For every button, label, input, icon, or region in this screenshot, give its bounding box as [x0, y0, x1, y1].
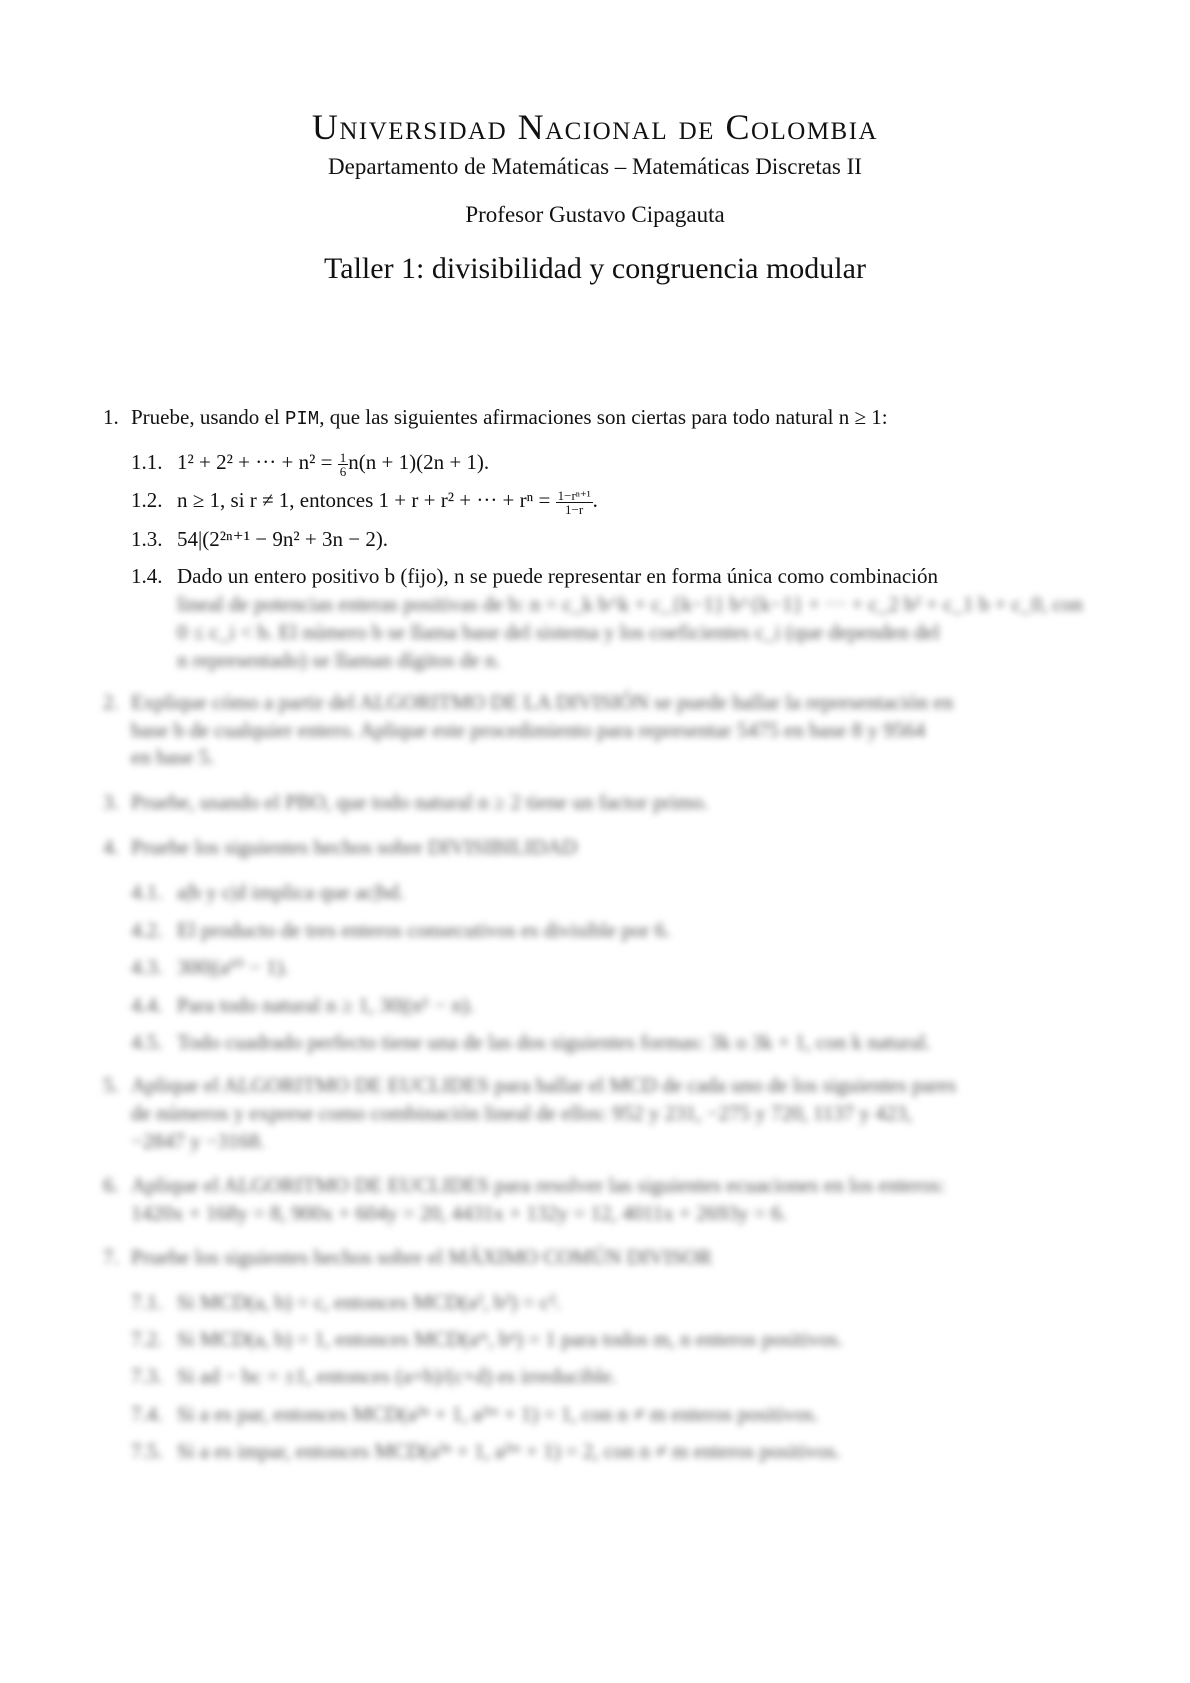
item-number: 7.5.	[131, 1439, 163, 1463]
blurred-line: lineal de potencias enteras positivas de b: n = c_k b^k + c_{k−1} b^{k−1} + ··· + c_2 b² + c_1 b + c_0, con	[177, 592, 1083, 616]
fraction	[338, 451, 349, 478]
problem-3-text: Pruebe, usando el PBO, que todo natural n ≥ 2 tiene un factor primo.	[131, 790, 709, 814]
item-number: 4.5.	[131, 1030, 163, 1054]
blurred-line: n representado) se llaman dígitos de n.	[177, 648, 501, 672]
item-number: 4.1.	[131, 880, 163, 904]
item-text: 300|(a¹⁰ − 1).	[177, 955, 289, 979]
problem-5-text: de números y exprese como combinación lineal de ellos: 952 y 231, −275 y 720, 1137 y 423,	[131, 1101, 912, 1125]
problem-2-text: base b de cualquier entero. Aplique este procedimiento para representar 5475 en base 8 y 9564	[131, 718, 926, 742]
item-text: Si ad − bc = ±1, entonces (a+b)/(c+d) es irreducible.	[177, 1364, 617, 1388]
item-1-2-text	[177, 488, 598, 516]
problem-2-text: en base 5.	[131, 745, 215, 769]
problem-6-text: Aplique el ALGORITMO DE EUCLIDES para resolver las siguientes ecuaciones en los enteros:	[131, 1173, 946, 1197]
problem-1-text	[131, 405, 888, 430]
item-text: Para todo natural n ≥ 1, 30|(n⁵ − n).	[177, 993, 475, 1017]
item-number: 4.2.	[131, 918, 163, 942]
formula-text: .	[592, 488, 598, 512]
problem-1-number: 1.	[103, 405, 119, 429]
problem-7-number: 7.	[103, 1245, 119, 1269]
problem-5-text: −2847 y −3168.	[131, 1129, 265, 1153]
fraction-numerator: 1	[339, 449, 347, 465]
item-text: Si MCD(a, b) = 1, entonces MCD(aᵐ, bⁿ) = 1 para todos m, n enteros positivos.	[177, 1327, 843, 1351]
item-text: Si a es par, entonces MCD(a²ⁿ + 1, a²ᵐ + 1) = 1, con n ≠ m enteros positivos.	[177, 1402, 819, 1426]
formula-text: 1² + 2² + ··· + n² =	[177, 450, 338, 474]
item-text: a|b y c|d implica que ac|bd.	[177, 880, 405, 904]
item-text: Si MCD(a, b) = c, entonces MCD(a², b²) = c².	[177, 1290, 561, 1314]
formula-text: n ≥ 1, si r ≠ 1, entonces 1 + r + r² + ··· + rⁿ =	[177, 488, 556, 512]
item-number: 7.2.	[131, 1327, 163, 1351]
department-line: Departamento de Matemáticas – Matemáticas Discretas II	[328, 154, 862, 179]
item-text: Todo cuadrado perfecto tiene una de las dos siguientes formas: 3k o 3k + 1, con k natural.	[177, 1030, 931, 1054]
item-1-1-number: 1.1.	[131, 450, 163, 474]
problem-6-text: 1420x + 168y = 8, 900x + 604y = 20, 4431x + 132y = 12, 4011x + 2693y = 6.	[131, 1201, 787, 1225]
item-text: Si a es impar, entonces MCD(a²ⁿ + 1, a²ᵐ + 1) = 2, con n ≠ m enteros positivos.	[177, 1439, 841, 1463]
workshop-title: Taller 1: divisibilidad y congruencia modular	[324, 252, 866, 285]
item-1-3-text: 54|(2²ⁿ⁺¹ − 9n² + 3n − 2).	[177, 527, 389, 551]
item-1-1-text	[177, 450, 489, 478]
professor-line: Profesor Gustavo Cipagauta	[465, 202, 725, 227]
item-number: 7.3.	[131, 1364, 163, 1388]
university-title: Universidad Nacional de Colombia	[311, 107, 879, 147]
formula-text: n(n + 1)(2n + 1).	[348, 450, 490, 474]
problem-6-number: 6.	[103, 1173, 119, 1197]
item-1-2-number: 1.2.	[131, 488, 163, 512]
pim-code: PIM	[284, 408, 320, 430]
problem-1-text-a: Pruebe, usando el	[131, 405, 285, 429]
blurred-line: 0 ≤ c_i < b. El número b se llama base del sistema y los coeficientes c_i (que dependen del	[177, 620, 940, 644]
fraction-numerator: 1−rⁿ⁺¹	[557, 487, 591, 503]
fraction-denominator: 6	[339, 463, 347, 479]
problem-5-number: 5.	[103, 1073, 119, 1097]
item-1-4-number: 1.4.	[131, 564, 163, 588]
fraction	[556, 489, 593, 516]
fraction-denominator: 1−r	[565, 501, 584, 517]
item-1-4-text: Dado un entero positivo b (fijo), n se puede representar en forma única como combinación	[177, 564, 938, 588]
problem-1-text-b: , que las siguientes afirmaciones son ciertas para todo natural n ≥ 1:	[319, 405, 888, 429]
problem-3-number: 3.	[103, 790, 119, 814]
problem-5-text: Aplique el ALGORITMO DE EUCLIDES para hallar el MCD de cada uno de los siguientes pares	[131, 1073, 957, 1097]
problem-4-number: 4.	[103, 835, 119, 859]
problem-7-text: Pruebe los siguientes hechos sobre el MÁXIMO COMÚN DIVISOR	[131, 1245, 712, 1269]
item-number: 4.3.	[131, 955, 163, 979]
problem-4-text: Pruebe los siguientes hechos sobre DIVISIBILIDAD	[131, 835, 578, 859]
item-1-3-number: 1.3.	[131, 527, 163, 551]
item-number: 7.1.	[131, 1290, 163, 1314]
item-number: 4.4.	[131, 993, 163, 1017]
item-text: El producto de tres enteros consecutivos es divisible por 6.	[177, 918, 671, 942]
problem-2-number: 2.	[103, 690, 119, 714]
item-number: 7.4.	[131, 1402, 163, 1426]
problem-2-text: Explique cómo a partir del ALGORITMO DE LA DIVISIÓN se puede hallar la representación en	[131, 690, 954, 714]
